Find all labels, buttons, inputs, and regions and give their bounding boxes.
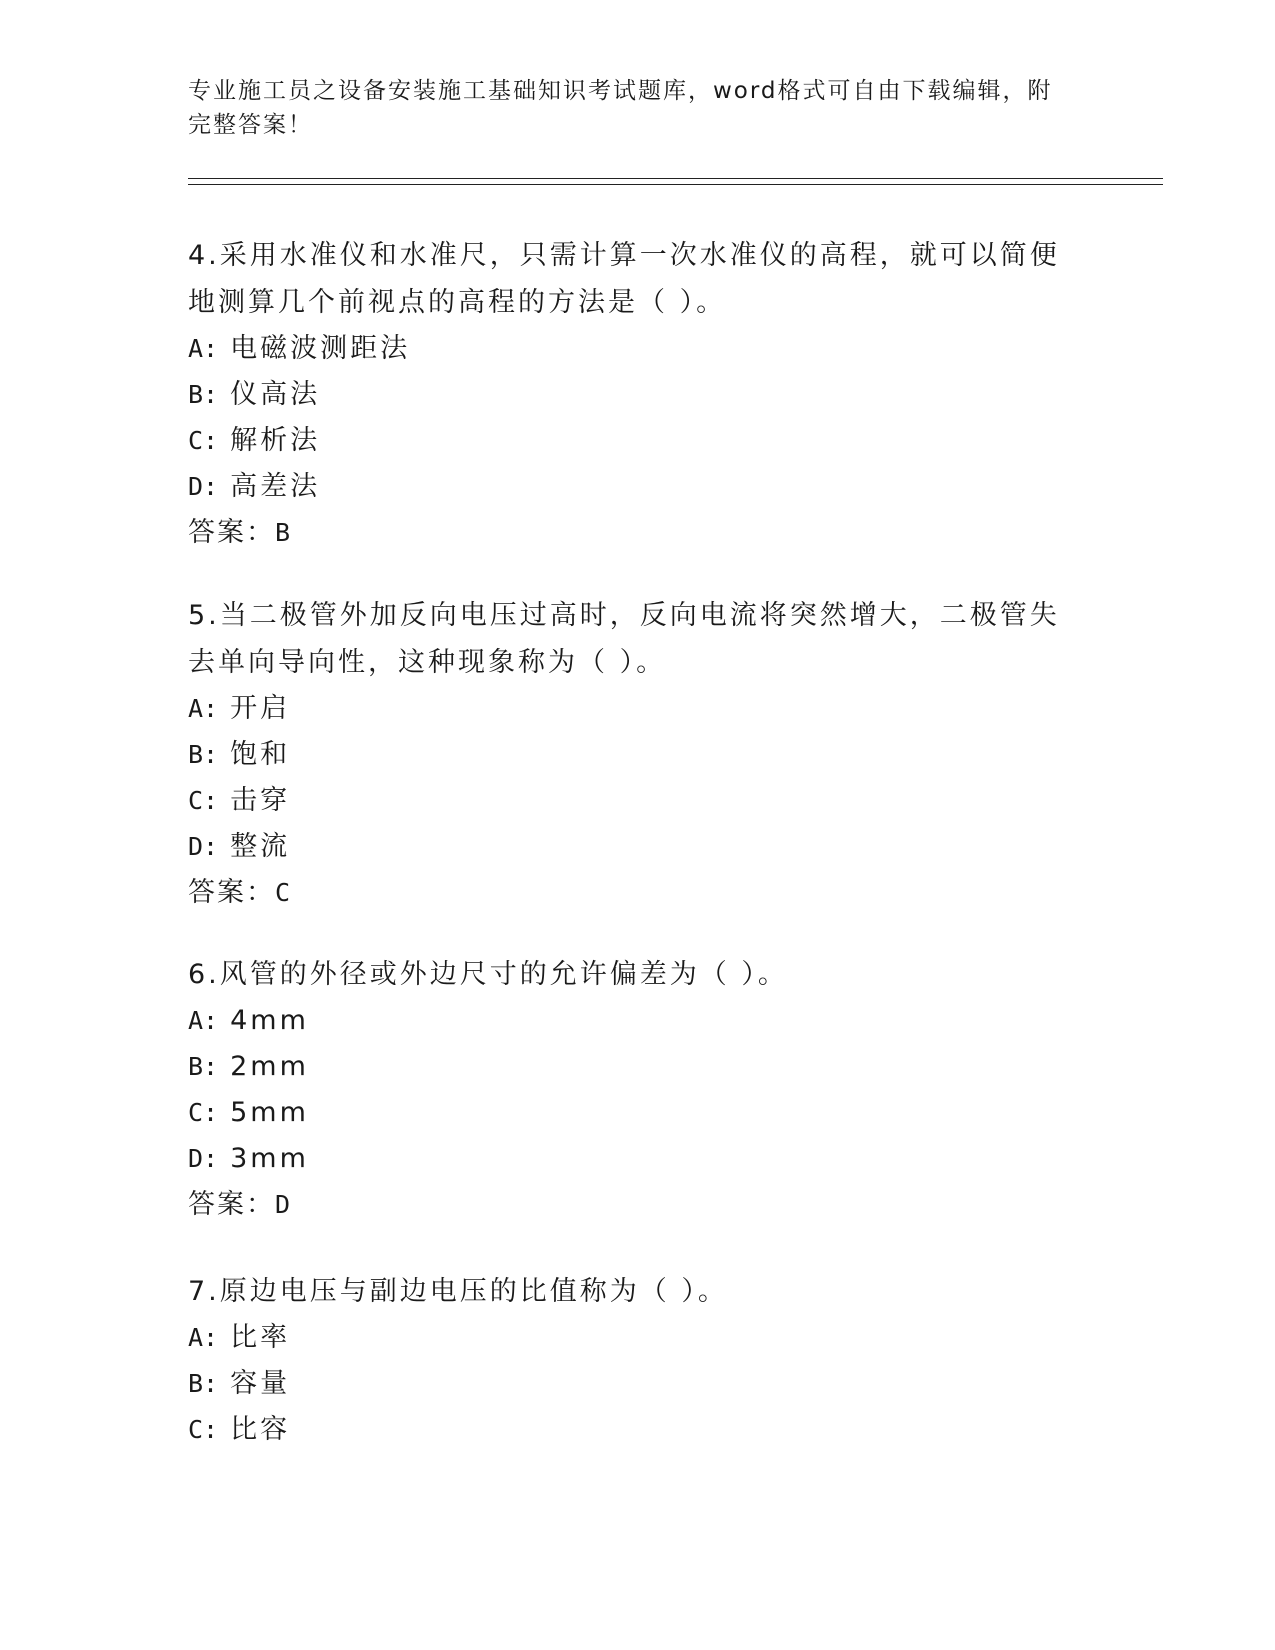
- option-text: 仪高法: [230, 379, 321, 410]
- option-a: [188, 686, 1068, 732]
- answer-key: B: [275, 518, 291, 547]
- answer-label: 答案：: [188, 877, 275, 908]
- answer-line: [188, 510, 1068, 556]
- answer-line: [188, 870, 1068, 916]
- answer-key: C: [275, 878, 291, 907]
- option-text: 电磁波测距法: [230, 333, 411, 364]
- question-stem: 7.原边电压与副边电压的比值称为（ ）。: [188, 1276, 728, 1307]
- answer-line: [188, 1182, 1068, 1228]
- option-text: 容量: [230, 1368, 291, 1399]
- option-b: [188, 1361, 1068, 1407]
- answer-label: 答案：: [188, 517, 275, 548]
- question-stem: 4.采用水准仪和水准尺，只需计算一次水准仪的高程，就可以简便地测算几个前视点的高程的方法是（ ）。: [188, 240, 1060, 318]
- option-key: C:: [188, 1098, 219, 1127]
- option-key: B:: [188, 1369, 219, 1398]
- option-text: 饱和: [230, 739, 291, 770]
- option-text: 开启: [230, 693, 291, 724]
- option-d: [188, 464, 1068, 510]
- option-key: D:: [188, 472, 219, 501]
- option-a: [188, 326, 1068, 372]
- option-text: 整流: [230, 831, 291, 862]
- option-key: D:: [188, 1144, 219, 1173]
- document-header: 专业施工员之设备安装施工基础知识考试题库，word格式可自由下载编辑，附完整答案！: [188, 78, 1053, 138]
- option-a: [188, 1315, 1068, 1361]
- option-b: [188, 1044, 1068, 1090]
- option-text: 比容: [230, 1414, 291, 1445]
- option-b: [188, 732, 1068, 778]
- question-5: [188, 592, 1068, 916]
- option-key: A:: [188, 1323, 219, 1352]
- option-b: [188, 372, 1068, 418]
- option-text: 4mm: [230, 1005, 309, 1036]
- option-key: B:: [188, 380, 219, 409]
- answer-key: D: [275, 1190, 291, 1219]
- option-text: 解析法: [230, 425, 321, 456]
- question-7: [188, 1268, 1068, 1453]
- option-a: [188, 998, 1068, 1044]
- option-key: D:: [188, 832, 219, 861]
- option-key: B:: [188, 740, 219, 769]
- question-stem: 6.风管的外径或外边尺寸的允许偏差为（ ）。: [188, 959, 788, 990]
- option-key: B:: [188, 1052, 219, 1081]
- option-text: 5mm: [230, 1097, 309, 1128]
- option-key: A:: [188, 1006, 219, 1035]
- header-rule-bottom: [188, 184, 1163, 185]
- option-text: 高差法: [230, 471, 321, 502]
- answer-label: 答案：: [188, 1189, 275, 1220]
- option-c: [188, 1090, 1068, 1136]
- option-text: 3mm: [230, 1143, 309, 1174]
- option-c: [188, 418, 1068, 464]
- option-c: [188, 1407, 1068, 1453]
- question-stem: 5.当二极管外加反向电压过高时，反向电流将突然增大，二极管失去单向导向性，这种现象称为（ ）。: [188, 600, 1060, 678]
- option-key: C:: [188, 426, 219, 455]
- option-text: 2mm: [230, 1051, 309, 1082]
- option-key: C:: [188, 786, 219, 815]
- question-6: [188, 951, 1068, 1228]
- option-key: A:: [188, 694, 219, 723]
- option-text: 比率: [230, 1322, 291, 1353]
- option-key: C:: [188, 1415, 219, 1444]
- header-rule-top: [188, 178, 1163, 179]
- option-d: [188, 824, 1068, 870]
- question-4: [188, 232, 1068, 556]
- option-key: A:: [188, 334, 219, 363]
- option-text: 击穿: [230, 785, 291, 816]
- option-d: [188, 1136, 1068, 1182]
- option-c: [188, 778, 1068, 824]
